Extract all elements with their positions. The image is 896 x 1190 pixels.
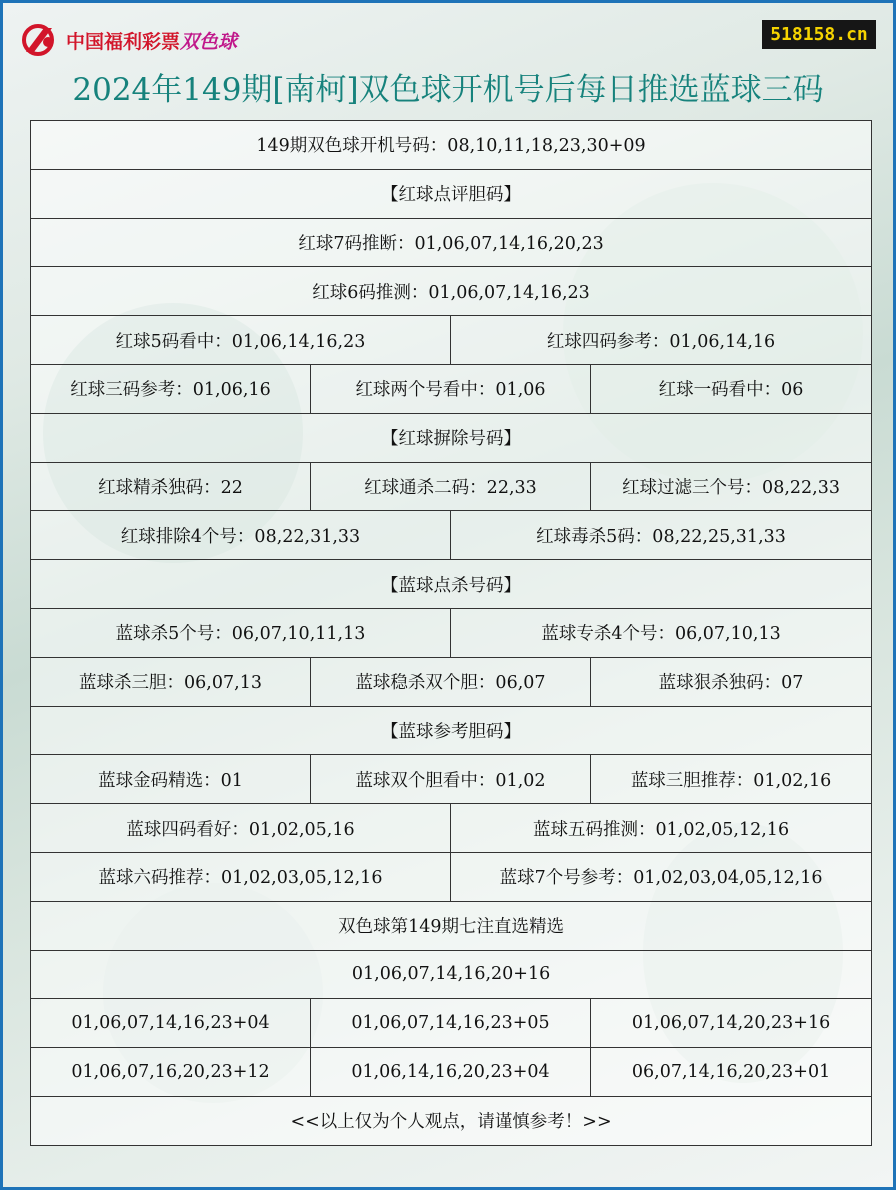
table-row — [31, 560, 872, 609]
table-cell: 01,06,14,16,20,23+04 — [311, 1048, 591, 1097]
table-cell: 蓝球狠杀独码：07 — [591, 657, 872, 706]
section-header-blue-core: 【蓝球参考胆码】 — [31, 706, 872, 755]
disclaimer-cell: <<以上仅为个人观点，请谨慎参考！>> — [31, 1096, 872, 1145]
welfare-lottery-logo-icon — [18, 22, 62, 58]
table-row — [31, 999, 872, 1048]
table-cell: 蓝球金码精选：01 — [31, 755, 311, 804]
table-row — [31, 462, 872, 511]
table-cell: 红球过滤三个号：08,22,33 — [591, 462, 872, 511]
table-cell: 红球两个号看中：01,06 — [311, 364, 591, 413]
table-cell: 01,06,07,14,20,23+16 — [591, 999, 872, 1048]
table-row — [31, 413, 872, 462]
draw-numbers-cell: 149期双色球开机号码：08,10,11,18,23,30+09 — [31, 121, 872, 170]
site-badge[interactable]: 518158.cn — [762, 20, 876, 49]
table-cell: 06,07,14,16,20,23+01 — [591, 1048, 872, 1097]
table-cell: 01,06,07,14,16,23+05 — [311, 999, 591, 1048]
table-cell: 01,06,07,16,20,23+12 — [31, 1048, 311, 1097]
table-cell: 蓝球六码推荐：01,02,03,05,12,16 — [31, 852, 451, 901]
table-row — [31, 218, 872, 267]
section-header-direct-picks: 双色球第149期七注直选精选 — [31, 901, 872, 950]
table-cell: 红球排除4个号：08,22,31,33 — [31, 511, 451, 560]
table-row — [31, 511, 872, 560]
table-cell: 蓝球三胆推荐：01,02,16 — [591, 755, 872, 804]
table-cell: 01,06,07,14,16,23+04 — [31, 999, 311, 1048]
prediction-table — [30, 120, 872, 1146]
table-cell: 红球一码看中：06 — [591, 364, 872, 413]
table-row — [31, 657, 872, 706]
table-row — [31, 706, 872, 755]
table-cell: 蓝球五码推测：01,02,05,12,16 — [451, 804, 872, 853]
table-cell: 蓝球7个号参考：01,02,03,04,05,12,16 — [451, 852, 872, 901]
table-cell: 蓝球四码看好：01,02,05,16 — [31, 804, 451, 853]
table-row — [31, 901, 872, 950]
logo-ssq-text: 双色球 — [180, 30, 238, 53]
section-header-red-exclude: 【红球摒除号码】 — [31, 413, 872, 462]
section-header-blue-kill: 【蓝球点杀号码】 — [31, 560, 872, 609]
table-cell: 红球四码参考：01,06,14,16 — [451, 316, 872, 365]
page-title: 2024年149期[南柯]双色球开机号后每日推选蓝球三码 — [72, 72, 824, 108]
table-cell: 红球7码推断：01,06,07,14,16,20,23 — [31, 218, 872, 267]
table-cell: 蓝球稳杀双个胆：06,07 — [311, 657, 591, 706]
table-row — [31, 852, 872, 901]
section-header-red-core: 【红球点评胆码】 — [31, 169, 872, 218]
table-row — [31, 1096, 872, 1145]
table-cell: 红球三码参考：01,06,16 — [31, 364, 311, 413]
table-row — [31, 608, 872, 657]
table-cell: 蓝球杀三胆：06,07,13 — [31, 657, 311, 706]
table-row — [31, 169, 872, 218]
table-row — [31, 267, 872, 316]
table-row — [31, 950, 872, 999]
table-row — [31, 316, 872, 365]
table-cell: 红球6码推测：01,06,07,14,16,23 — [31, 267, 872, 316]
table-cell: 红球精杀独码：22 — [31, 462, 311, 511]
table-row — [31, 1048, 872, 1097]
lottery-logo — [18, 22, 237, 58]
table-cell: 蓝球专杀4个号：06,07,10,13 — [451, 608, 872, 657]
table-row — [31, 804, 872, 853]
logo-text: 中国福利彩票双色球 — [66, 30, 238, 53]
table-cell: 红球通杀二码：22,33 — [311, 462, 591, 511]
table-row — [31, 121, 872, 170]
table-cell: 红球毒杀5码：08,22,25,31,33 — [451, 511, 872, 560]
table-cell: 01,06,07,14,16,20+16 — [31, 950, 872, 999]
table-cell: 红球5码看中：01,06,14,16,23 — [31, 316, 451, 365]
table-row — [31, 755, 872, 804]
table-cell: 蓝球杀5个号：06,07,10,11,13 — [31, 608, 451, 657]
table-row — [31, 364, 872, 413]
table-cell: 蓝球双个胆看中：01,02 — [311, 755, 591, 804]
